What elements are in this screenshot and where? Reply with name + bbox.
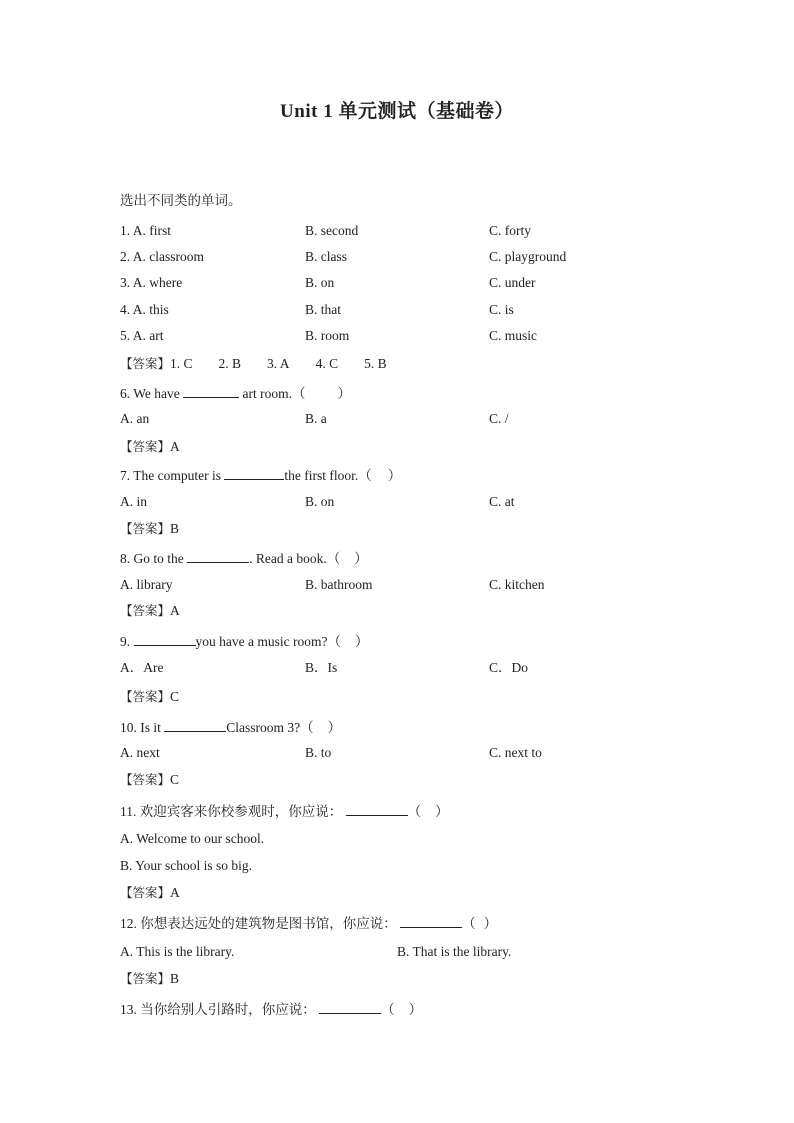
answer-blank [134, 632, 196, 646]
q4-option-a: 4. A. this [120, 302, 169, 317]
q7-option-b: B. on [305, 494, 335, 509]
q12-option-a: A. This is the library. [120, 944, 235, 959]
q8-option-b: B. bathroom [305, 577, 373, 592]
question-11-stem: 11. 欢迎宾客来你校参观时，你应说： （ ） [120, 804, 449, 819]
q2-option-c: C. playground [489, 249, 567, 264]
question-10-stem: 10. Is it Classroom 3?（ ） [120, 720, 342, 735]
q8-option-a: A. library [120, 577, 173, 592]
q3-option-b: B. on [305, 275, 335, 290]
q7-option-c: C. at [489, 494, 515, 509]
q9-option-a: A．Are [120, 660, 164, 675]
question-7-stem: 7. The computer is the first floor.（ ） [120, 468, 402, 483]
q3-option-a: 3. A. where [120, 275, 183, 290]
q4-option-c: C. is [489, 302, 514, 317]
q2-option-b: B. class [305, 249, 347, 264]
q6-option-c: C. / [489, 411, 509, 426]
q5-option-b: B. room [305, 328, 350, 343]
q1-option-c: C. forty [489, 223, 531, 238]
q8-option-c: C. kitchen [489, 577, 545, 592]
q5-option-a: 5. A. art [120, 328, 164, 343]
question-12-stem: 12. 你想表达远处的建筑物是图书馆，你应说： （ ） [120, 916, 498, 931]
q9-option-c: C．Do [489, 660, 529, 675]
answer-blank [400, 914, 462, 928]
page-title: Unit 1 单元测试（基础卷） [280, 101, 514, 122]
answer-q9: 【答案】C [120, 689, 180, 704]
question-13-stem: 13. 当你给别人引路时，你应说： （ ） [120, 1002, 423, 1017]
q3-option-c: C. under [489, 275, 536, 290]
q11-option-a: A. Welcome to our school. [120, 831, 265, 846]
question-8-stem: 8. Go to the . Read a book.（ ） [120, 551, 368, 566]
q1-option-b: B. second [305, 223, 359, 238]
q4-option-b: B. that [305, 302, 341, 317]
answer-q1-5: 【答案】1. C 2. B 3. A 4. C 5. B [120, 356, 387, 371]
q6-option-a: A. an [120, 411, 150, 426]
q12-option-b: B. That is the library. [397, 944, 512, 959]
q7-option-a: A. in [120, 494, 147, 509]
answer-q10: 【答案】C [120, 772, 180, 787]
answer-q11: 【答案】A [120, 885, 180, 900]
q10-option-c: C. next to [489, 745, 542, 760]
q2-option-a: 2. A. classroom [120, 249, 205, 264]
answer-blank [346, 802, 408, 816]
answer-blank [319, 1000, 381, 1014]
q10-option-b: B. to [305, 745, 332, 760]
q10-option-a: A. next [120, 745, 160, 760]
answer-blank [224, 466, 284, 480]
q11-option-b: B. Your school is so big. [120, 858, 253, 873]
q9-option-b: B．Is [305, 660, 338, 675]
question-9-stem: 9. you have a music room?（ ） [120, 634, 369, 649]
q6-option-b: B. a [305, 411, 327, 426]
answer-blank [164, 718, 226, 732]
question-6-stem: 6. We have art room.（ ） [120, 386, 352, 401]
answer-q8: 【答案】A [120, 603, 180, 618]
q5-option-c: C. music [489, 328, 538, 343]
answer-q7: 【答案】B [120, 521, 180, 536]
q1-option-a: 1. A. first [120, 223, 172, 238]
answer-q6: 【答案】A [120, 439, 180, 454]
section-instruction: 选出不同类的单词。 [120, 193, 242, 208]
answer-blank [187, 549, 249, 563]
answer-q12: 【答案】B [120, 971, 180, 986]
answer-blank [183, 384, 239, 398]
